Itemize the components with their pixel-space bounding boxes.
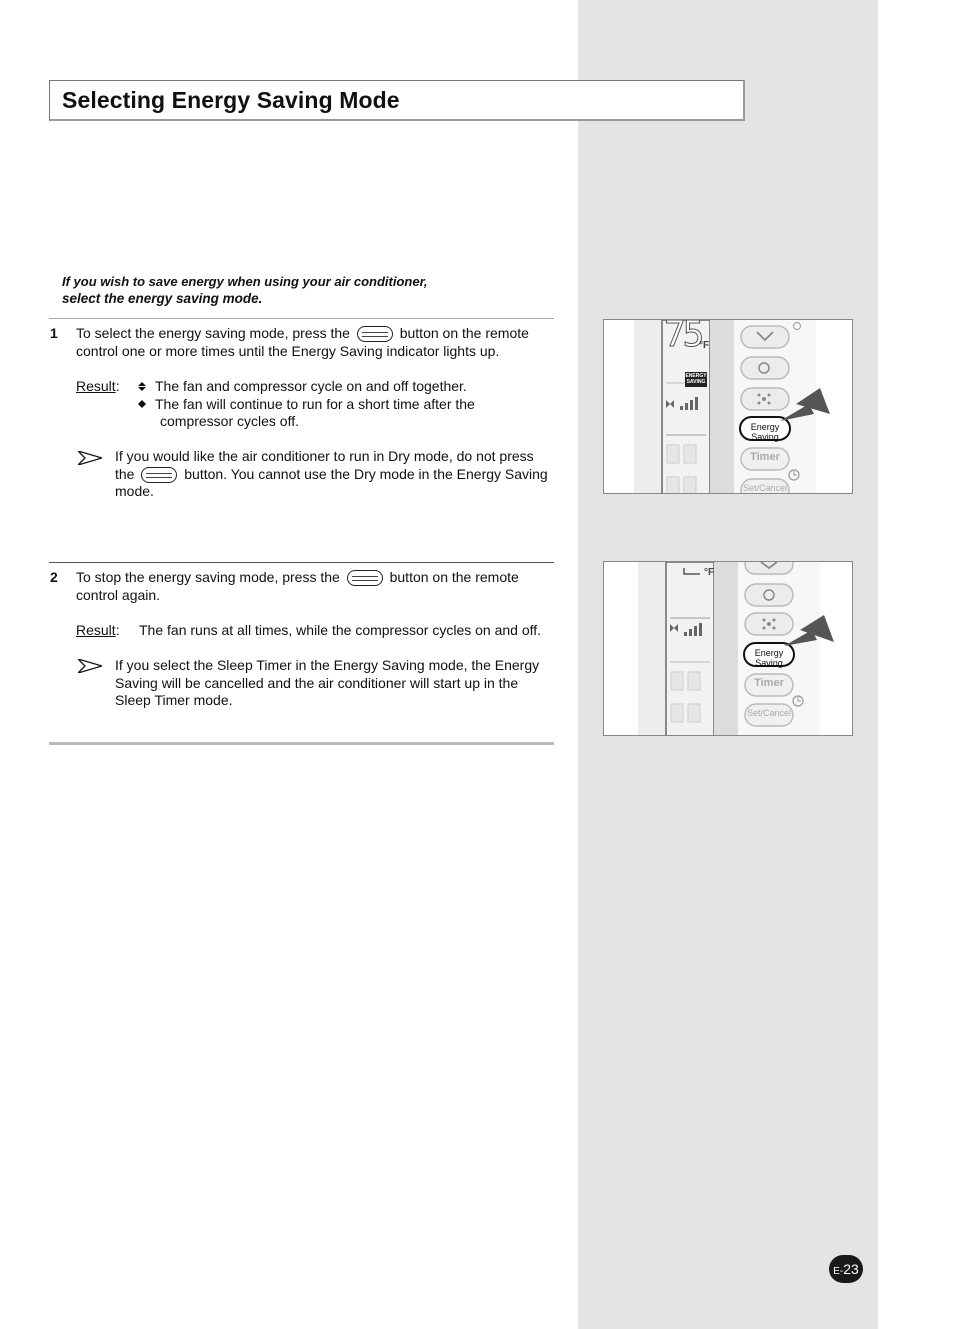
energy-saving-button-icon: [141, 467, 177, 483]
remote-illustration-1: [603, 319, 853, 494]
step-1-number: 1: [50, 325, 58, 341]
step-1-bullet-2: The fan will continue to run for a short time after the: [138, 396, 558, 414]
energy-saving-button-label: Energy Saving: [750, 422, 780, 442]
step-1-line-2: control one or more times until the Energy Saving indicator lights up.: [76, 342, 500, 359]
page-title: Selecting Energy Saving Mode: [62, 87, 400, 113]
title-box: [49, 80, 745, 121]
energy-saving-button-icon: [347, 570, 383, 586]
intro-text: [62, 273, 542, 307]
divider-middle: [49, 562, 554, 563]
note-arrow-icon: [78, 659, 102, 673]
step-1-note: If you would like the air conditioner to run in Dry mode, do not press the button. You cannot use the Dry mode in the Energy Saving mode.: [115, 448, 548, 499]
set-cancel-button-label: Set/Cancel: [746, 708, 792, 718]
energy-saving-button-icon: [357, 326, 393, 342]
remote-2-drawing: [604, 562, 853, 736]
page-number-badge: [829, 1255, 863, 1283]
step-1-bullet-2-cont: compressor cycles off.: [160, 413, 300, 429]
diamond-bullet-icon: [138, 396, 146, 404]
timer-button-label: Timer: [754, 677, 784, 689]
remote-1-drawing: [604, 320, 853, 494]
timer-button-label: Timer: [750, 451, 780, 463]
temperature-unit: °F: [704, 567, 715, 578]
step-1-bullets: [138, 378, 558, 431]
temperature-digits: 75: [664, 319, 702, 355]
temperature-unit: °F: [699, 340, 710, 351]
divider-top: [49, 318, 554, 319]
step-2-instruction: To stop the energy saving mode, press the button on the remote control again.: [76, 569, 519, 603]
intro-line-1: If you wish to save energy when using your air conditioner,: [62, 274, 428, 289]
step-1-result: Result:: [76, 378, 120, 394]
step-1-instruction: [76, 325, 556, 360]
page-prefix: E-: [833, 1266, 844, 1277]
energy-saving-indicator-label: ENERGY SAVING: [685, 373, 707, 385]
step-1-result-label: Result: [76, 378, 116, 394]
step-2-note: If you select the Sleep Timer in the Energy Saving mode, the Energy Saving will be cancelled and the air conditioner will start up in the Sleep Timer mode.: [115, 657, 540, 708]
step-2-result-text: The fan runs at all times, while the compressor cycles on and off.: [139, 622, 542, 638]
step-1-text-before: To select the energy saving mode, press the: [76, 325, 350, 341]
remote-illustration-2: [603, 561, 853, 736]
diamond-bullet-icon: [138, 378, 146, 386]
step-1-bullet-1: The fan and compressor cycle on and off together.: [138, 378, 558, 396]
page-number: 23: [843, 1261, 859, 1277]
step-2-result: Result:: [76, 622, 120, 638]
divider-bottom: [49, 742, 554, 745]
note-arrow-icon: [78, 451, 102, 465]
intro-line-2: select the energy saving mode.: [62, 291, 263, 306]
step-2-number: 2: [50, 569, 58, 585]
step-2-result-label: Result: [76, 622, 116, 638]
step-1-text-after: button on the remote: [399, 325, 529, 341]
energy-saving-button-label: Energy Saving: [754, 648, 784, 668]
set-cancel-button-label: Set/Cancel: [742, 483, 788, 493]
